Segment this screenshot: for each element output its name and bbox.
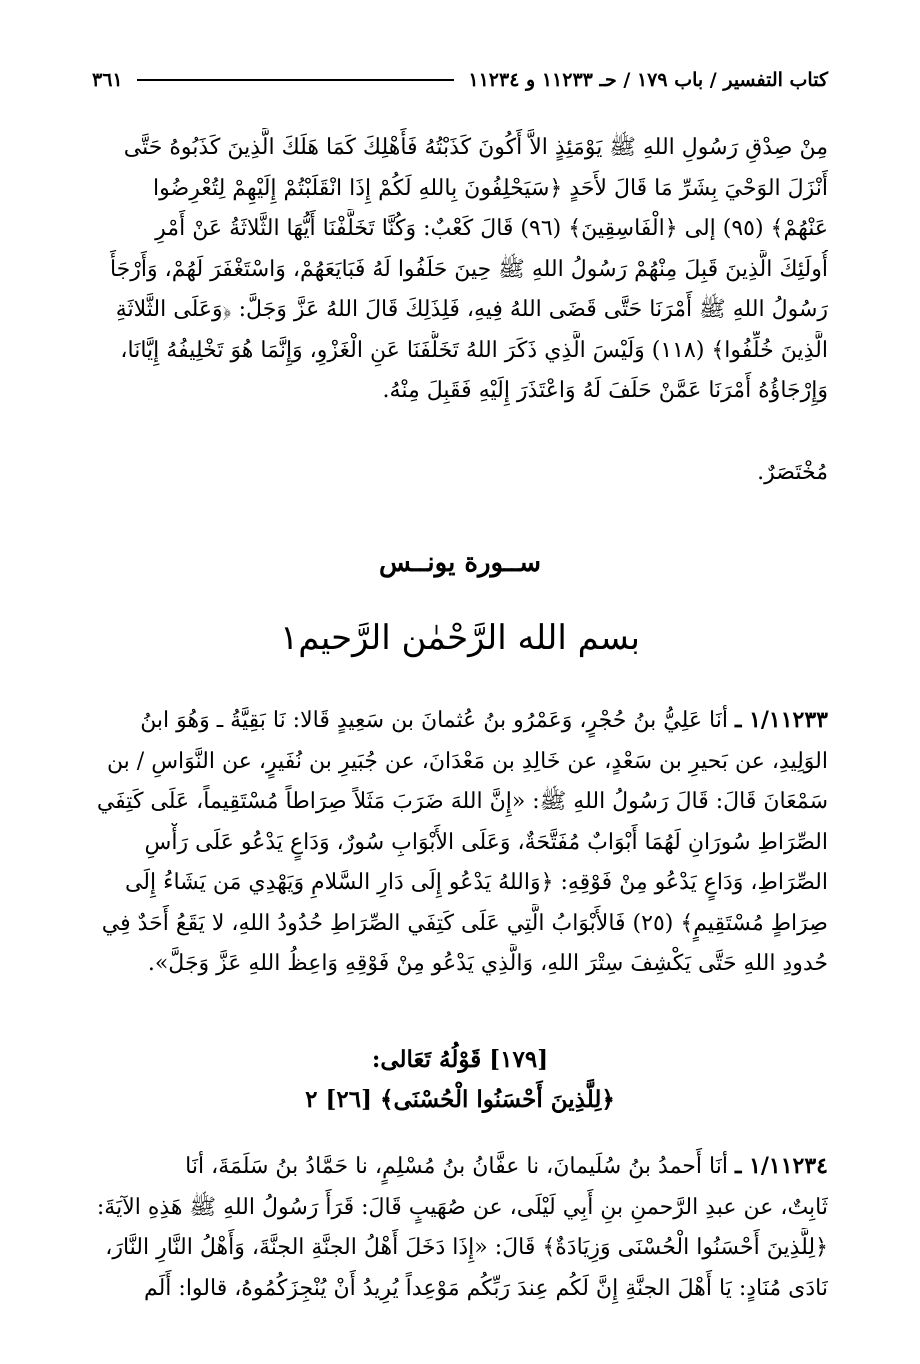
text-line: ﴿لِلَّذِينَ أَحْسَنُوا الْحُسْنَى وَزِيَادَةٌ﴾ قَالَ: «إِذَا دَخَلَ أَهْلُ الجنَّةِ الجنَّةَ، وَأَهْلُ النَّارِ النَّارَ، <box>105 1235 828 1260</box>
line-text: أنَا عَلِيُّ بنُ حُجْرٍ، وَعَمْرُو بنُ عُثمانَ بن سَعِيدٍ قَالا: نَا بَقِيَّةُ ـ وَهُوَ ابنُ <box>140 708 728 733</box>
text-line: الوَلِيدِ، عن بَحيرِ بن سَعْدٍ، عن خَالِدِ بن مَعْدَانَ، عن جُبَيرِ بن نُفَيرٍ، عن النَّوَاسِ / بن <box>106 748 828 774</box>
text-line: سَمْعَانَ قَالَ: قَالَ رَسُولُ اللهِ ﷺ: «إِنَّ اللهَ ضَرَبَ مَثَلاً صِرَاطاً مُسْتَقِيماً، عَلَى كَتِفَي <box>96 789 828 814</box>
paragraph-hadith-11233 <box>92 700 828 985</box>
text-line: حُدودِ اللهِ حَتَّى يَكْشِفَ سِتْرَ اللهِ، وَالَّذِي يَدْعُو مِنْ فَوْقِهِ وَاعِظُ اللهِ عَزَّ وَجَلَّ». <box>147 951 828 976</box>
text-line: الَّذِينَ خُلِّفُوا﴾ (١١٨) وَلَيْسَ الَّذِي ذَكَرَ اللهُ تَخَلُّفَنَا عَنِ الْغَزْوِ، وَإِنَّمَا هُوَ تَخْلِيفُهُ إِيَّانَا، <box>120 337 828 363</box>
text-line: وَإِرْجَاؤُهُ أَمْرَنَا عَمَّنْ حَلَفَ لَهُ وَاعْتَذَرَ إِلَيْهِ فَقَبِلَ مِنْهُ. <box>382 378 828 403</box>
running-header <box>92 62 828 98</box>
text-line: صِرَاطٍ مُسْتَقِيمٍ﴾ (٢٥) فَالأَبْوَابُ الَّتِي عَلَى كَتِفَي الصِّرَاطِ حُدُودُ اللهِ، لا يَقَعُ أَحَدٌ فِي <box>101 910 828 936</box>
text-line: عَنْهُمْ﴾ (٩٥) إلى ﴿الْفَاسِقِينَ﴾ (٩٦) قَالَ كَعْبٌ: وَكُنَّا تَخَلَّفْنَا أَيُّهَا الثَّلاثَةُ عَنْ أَمْرِ <box>155 216 828 241</box>
text-line: رَسُولُ اللهِ ﷺ أَمْرَنَا حَتَّى قَضَى اللهُ فِيهِ، فَلِذَلِكَ قَالَ اللهُ عَزَّ وَجَلَّ: ﴿وَعَلَى الثَّلاثَةِ <box>115 297 828 322</box>
text-line: الصِّرَاطِ سُورَانِ لَهُمَا أَبْوَابٌ مُفَتَّحَةٌ، وَعَلَى الأَبْوَابِ سُورٌ، وَدَاعٍ يَدْعُو عَلَى رَأْسِ <box>144 829 828 855</box>
page-number: ٣٦١ <box>92 69 123 91</box>
section-heading-line1: [١٧٩] قَوْلُهُ تَعَالى: <box>371 1046 549 1073</box>
text-line: أُولَئِكَ الَّذِينَ قَبِلَ مِنْهُمْ رَسُولُ اللهِ ﷺ حِينَ حَلَفُوا لَهُ فَبَايَعَهُمْ، وَاسْتَغْفَرَ لَهُمْ، وَأَرْجَأَ <box>109 256 828 282</box>
basmala: بسم الله الرَّحْمٰن الرَّحيم١ <box>280 618 640 658</box>
text-line: نَادَى مُنَادٍ: يَا أَهْلَ الجنَّةِ إِنَّ لَكُم عِندَ رَبِّكُم مَوْعِداً يُرِيدُ أَنْ يُنْجِزَكُمُوهُ، قالوا: أَلَم <box>143 1275 828 1301</box>
text-line <box>92 1146 828 1188</box>
hadith-number: ١/١١٢٣٣ ـ <box>734 707 828 733</box>
paragraph-hadith-continuation <box>92 128 828 412</box>
section-heading-verse: ﴿لِلَّذِينَ أَحْسَنُوا الْحُسْنَى﴾ [٢٦] ٢ <box>305 1086 615 1113</box>
text-line: الصِّرَاطِ، وَدَاعٍ يَدْعُو مِنْ فَوْقِهِ: ﴿وَاللهُ يَدْعُو إِلَى دَارِ السَّلامِ وَيَهْدِي مَن يَشَاءُ إِلَى <box>124 870 828 895</box>
line-text: أنَا أَحمدُ بنُ سُلَيمانَ، نا عفَّانُ بنُ مُسْلِمٍ، نا حَمَّادُ بنُ سَلَمَةَ، أنَا <box>185 1154 728 1179</box>
header-title: كتاب التفسير / باب ١٧٩ / حـ ١١٢٣٣ و ١١٢٣٤ <box>468 69 828 91</box>
abridged-note: مُخْتَصَرٌ. <box>757 460 828 485</box>
header-rule <box>137 79 455 81</box>
text-line: ثَابِتٌ، عن عبدِ الرَّحمنِ بنِ أَبِي لَيْلَى، عن صُهَيبٍ قَالَ: قَرَأَ رَسُولُ اللهِ ﷺ هَذِهِ الآيَةَ: <box>96 1194 828 1220</box>
surah-title: ســورة يونــس <box>379 548 541 578</box>
paragraph-hadith-11234 <box>92 1146 828 1309</box>
text-line: أَنْزَلَ الوَحْيَ بِشَرِّ مَا قَالَ لأَحَدٍ ﴿سَيَحْلِفُونَ بِاللهِ لَكُمْ إِذَا انْقَلَبْتُمْ إِلَيْهِمْ لِتُعْرِضُوا <box>153 175 828 201</box>
text-line <box>92 700 828 742</box>
section-heading <box>0 1040 920 1120</box>
text-line: مِنْ صِدْقِ رَسُولِ اللهِ ﷺ يَوْمَئِذٍ الاَّ أَكُونَ كَذَبْتُهُ فَأَهْلِكَ كَمَا هَلَكَ الَّذِينَ كَذَبُوهُ حَتَّى <box>123 135 828 160</box>
hadith-number: ١/١١٢٣٤ ـ <box>734 1153 828 1179</box>
